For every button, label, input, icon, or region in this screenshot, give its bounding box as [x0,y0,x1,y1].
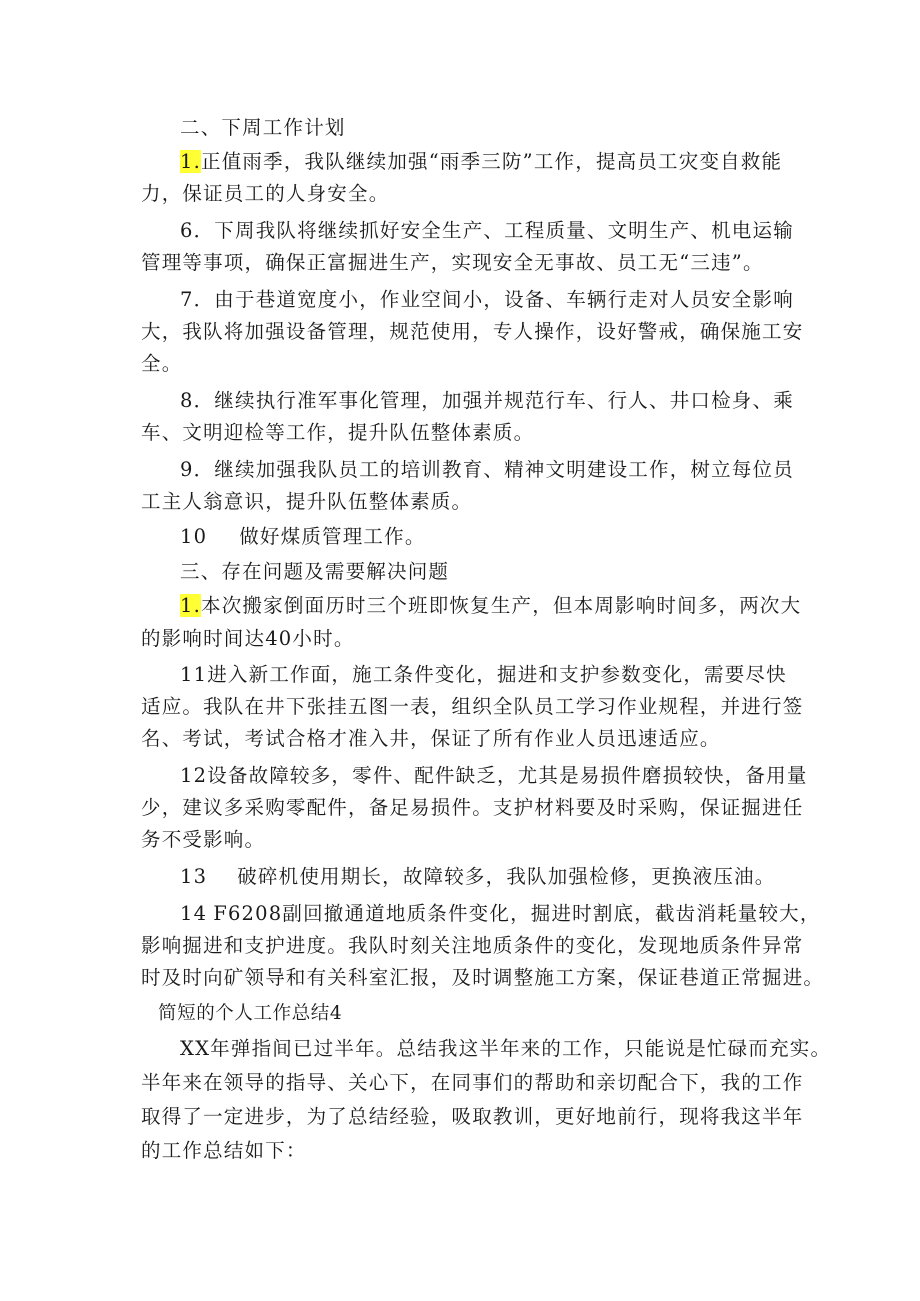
list-item-continuation: 影响掘进和支护进度。我队时刻关注地质条件的变化，发现地质条件异常 [141,934,804,957]
list-item-text: 破碎机使用期长，故障较多，我队加强检修，更换液压油。 [237,865,776,888]
list-item-text: 本次搬家倒面历时三个班即恢复生产，但本周影响时间多，两次大 [201,594,802,617]
list-item [180,288,794,312]
list-item-marker: 6 [180,219,194,242]
list-item-continuation: 力，保证员工的人身安全。 [141,182,390,205]
list-item-continuation: 名、考试，考试合格才准入井，保证了所有作业人员迅速适应。 [141,727,721,750]
list-item-marker: 14 [180,902,208,925]
section-heading-next-week-plan: 二、下周工作计划 [180,116,346,139]
list-item-text: 正值雨季，我队继续加强“雨季三防”工作，提高员工灾变自救能 [201,150,783,173]
list-item-continuation: 管理等事项，确保正富掘进生产，实现安全无事故、员工无“三违”。 [141,251,764,274]
list-item [180,458,794,482]
list-item [180,389,794,413]
list-item [180,525,426,549]
list-item [180,219,794,243]
list-item-text: 做好煤质管理工作。 [239,525,426,548]
list-item-text: ．继续执行准军事化管理，加强并规范行车、行人、井口检身、乘 [193,389,794,412]
list-item-text: F6208副回撤通道地质条件变化，掘进时割底，截齿消耗量较大， [213,902,821,925]
paragraph-line: 的工作总结如下： [141,1139,307,1162]
highlighted-marker: 1. [180,594,202,617]
list-item-text: 设备故障较多，零件、配件缺乏，尤其是易损件磨损较快，备用量 [207,764,808,787]
list-item-text: ．下周我队将继续抓好安全生产、工程质量、文明生产、机电运输 [193,219,794,242]
list-item [180,865,775,889]
list-item-marker: 12 [180,764,208,787]
list-item-continuation: 适应。我队在井下张挂五图一表，组织全队员工学习作业规程，并进行签 [141,695,804,718]
section-heading-problems: 三、存在问题及需要解决问题 [180,560,450,583]
list-item-continuation: 大，我队将加强设备管理，规范使用，专人操作，设好警戒，确保施工安 [141,320,804,343]
list-item [180,764,808,788]
highlighted-marker: 1. [180,150,202,173]
document-subtitle: 简短的个人工作总结4 [158,1003,343,1024]
list-item-marker: 8 [180,389,194,412]
list-item-marker: 9 [180,458,194,481]
list-item-text: ．继续加强我队员工的培训教育、精神文明建设工作，树立每位员 [193,458,794,481]
list-item-continuation: 工主人翁意识，提升队伍整体素质。 [141,490,473,513]
paragraph-line: 取得了一定进步，为了总结经验，吸取教训，更好地前行，现将我这半年 [141,1105,804,1128]
list-item [180,663,787,687]
list-item [180,594,801,618]
list-item-text: 进入新工作面，施工条件变化，掘进和支护参数变化，需要尽快 [207,663,787,686]
list-item-continuation: 全。 [141,352,183,375]
list-item-continuation: 的影响时间达40小时。 [141,627,355,650]
list-item [180,902,821,926]
list-item-marker: 11 [180,663,208,686]
list-item-continuation: 车、文明迎检等工作，提升队伍整体素质。 [141,421,535,444]
list-item-continuation: 务不受影响。 [141,828,266,851]
list-item-marker: 13 [180,865,208,888]
list-item-marker: 7 [180,288,194,311]
list-item-continuation: 时及时向矿领导和有关科室汇报，及时调整施工方案，保证巷道正常掘进。 [141,966,825,989]
paragraph-line: XX年弹指间已过半年。总结我这半年来的工作，只能说是忙碌而充实。 [180,1037,832,1060]
paragraph-line: 半年来在领导的指导、关心下，在同事们的帮助和亲切配合下，我的工作 [141,1071,804,1094]
list-item-text: ．由于巷道宽度小，作业空间小，设备、车辆行走对人员安全影响 [193,288,794,311]
list-item-marker: 10 [180,525,208,548]
list-item-continuation: 少，建议多采购零配件，备足易损件。支护材料要及时采购，保证掘进任 [141,796,804,819]
list-item [180,150,782,174]
